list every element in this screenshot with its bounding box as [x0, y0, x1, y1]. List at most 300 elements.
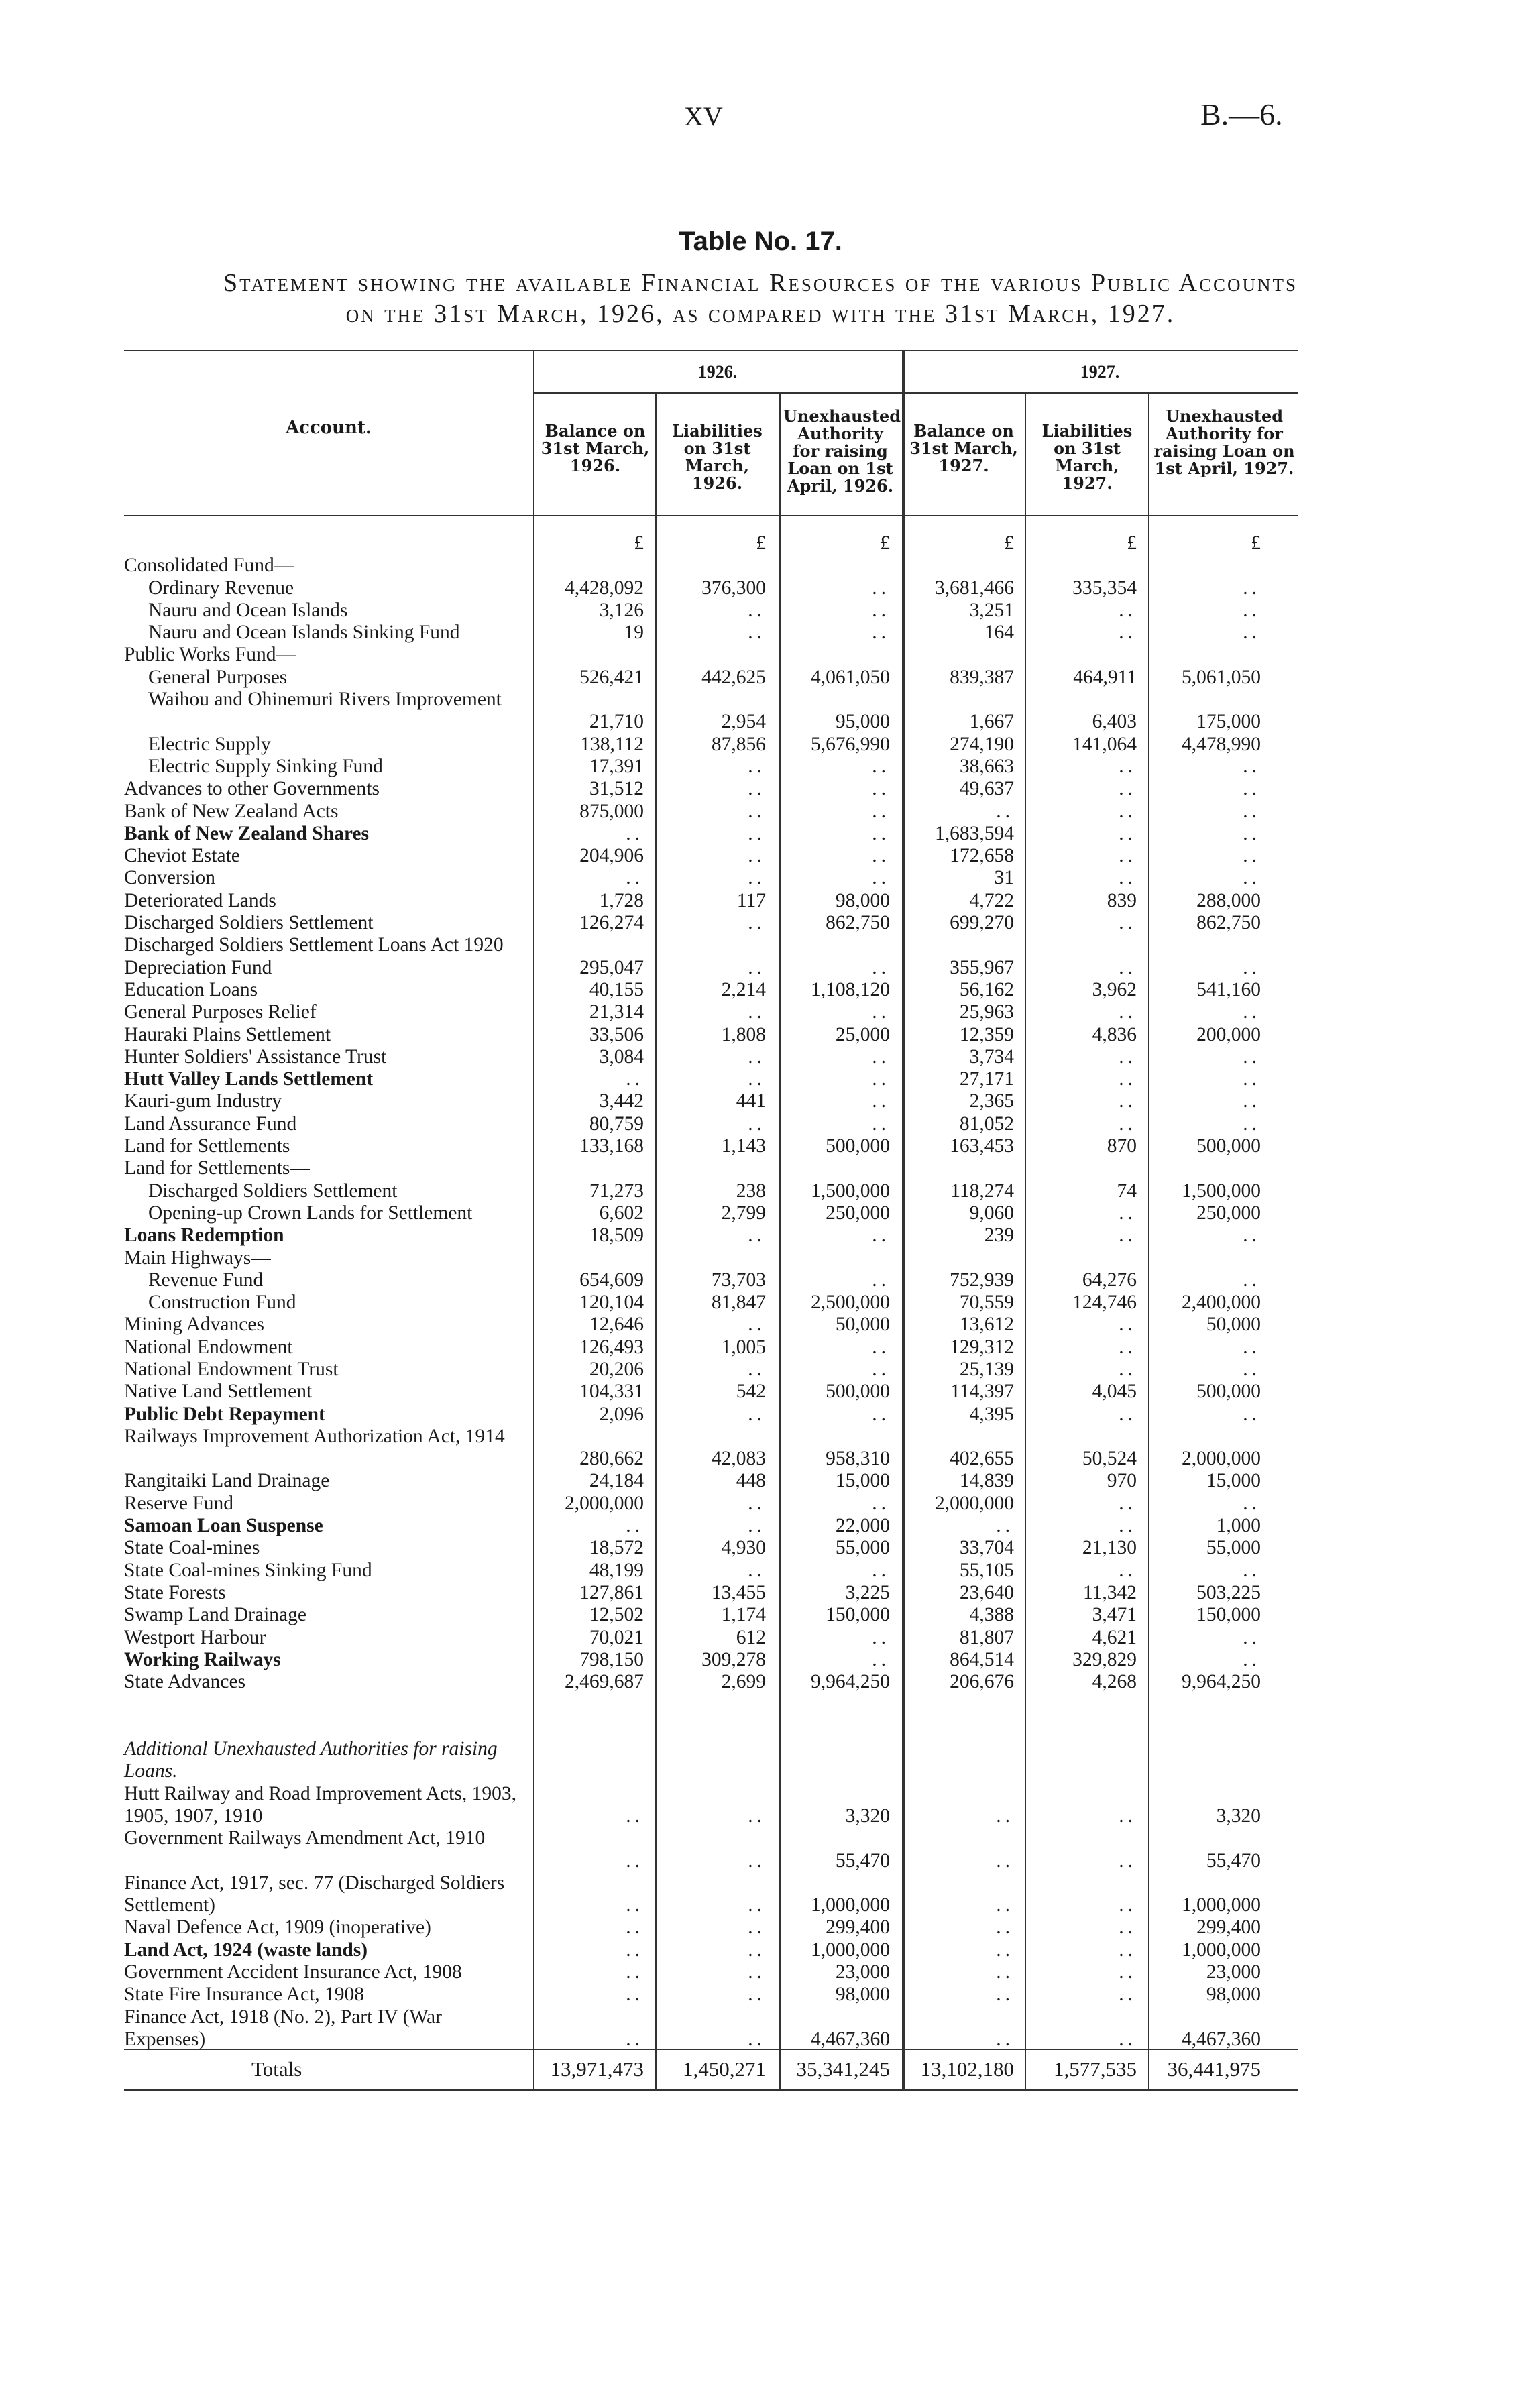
account-label: Bank of New Zealand Acts [124, 800, 339, 822]
table-cell: .. [748, 1112, 766, 1135]
table-cell: 250,000 [1196, 1202, 1261, 1224]
table-cell: .. [748, 1492, 766, 1514]
table-row [124, 1381, 1298, 1403]
table-cell: .. [626, 1804, 644, 1827]
table-cell: 862,750 [826, 912, 890, 934]
table-cell: 4,722 [969, 889, 1014, 911]
table-cell: .. [1119, 2028, 1137, 2050]
currency-symbol: £ [1251, 532, 1261, 554]
table-cell: 798,150 [579, 1648, 644, 1670]
table-row [124, 1515, 1298, 1537]
table-cell: 875,000 [579, 800, 644, 822]
table-cell: 48,199 [589, 1559, 644, 1581]
table-row [124, 2006, 1298, 2051]
account-label: Revenue Fund [148, 1269, 264, 1291]
table-cell: .. [626, 1916, 644, 1939]
account-label: Hutt Valley Lands Settlement [124, 1068, 374, 1090]
table-cell: .. [1119, 1894, 1137, 1916]
totals-row [124, 2056, 1298, 2083]
table-cell: .. [872, 1045, 890, 1068]
table-cell: .. [996, 2028, 1014, 2050]
account-label: Westport Harbour [124, 1626, 266, 1648]
table-cell: 9,060 [969, 1202, 1014, 1224]
table-cell: .. [626, 1068, 644, 1090]
account-label: Government Accident Insurance Act, 1908 [124, 1961, 462, 1983]
table-cell: .. [1119, 778, 1137, 800]
account-label: Electric Supply Sinking Fund [148, 755, 383, 777]
table-row [124, 1783, 1298, 1828]
table-cell: 74 [1117, 1180, 1137, 1202]
table-cell: 129,312 [950, 1336, 1014, 1358]
table-cell: 1,500,000 [1182, 1180, 1261, 1202]
account-label: Nauru and Ocean Islands Sinking Fund [148, 622, 460, 644]
table-cell: 206,676 [950, 1671, 1014, 1693]
account-label: Ordinary Revenue [148, 577, 294, 599]
table-cell: .. [748, 1804, 766, 1827]
table-cell: 81,807 [959, 1626, 1014, 1648]
table-cell: 3,320 [1216, 1804, 1261, 1827]
table-cell: 98,000 [1206, 1984, 1261, 2006]
table-cell: 6,403 [1092, 711, 1137, 733]
table-row [124, 1247, 1298, 1269]
page-number: XV [684, 101, 723, 131]
table-cell: 500,000 [826, 1381, 890, 1403]
table-row [124, 890, 1298, 912]
table-row [124, 644, 1298, 666]
table-cell: 4,478,990 [1182, 733, 1261, 755]
table-row [124, 555, 1298, 577]
table-cell: .. [872, 1336, 890, 1358]
table-cell: 612 [736, 1626, 766, 1648]
account-label: Railways Improvement Authorization Act, 1914 [124, 1425, 505, 1447]
account-label: National Endowment Trust [124, 1358, 339, 1380]
table-row [124, 1157, 1298, 1180]
table-cell: 1,808 [721, 1023, 766, 1045]
table-cell: 24,184 [589, 1470, 644, 1492]
totals-label: Totals [251, 2057, 302, 2081]
account-label: State Forests [124, 1581, 226, 1603]
account-label: State Coal-mines Sinking Fund [124, 1559, 372, 1581]
table-cell: .. [1119, 1492, 1137, 1514]
table-cell: 4,268 [1092, 1671, 1137, 1693]
table-cell: 17,391 [589, 755, 644, 777]
table-row [124, 1135, 1298, 1157]
table-row [124, 689, 1298, 734]
account-label: Bank of New Zealand Shares [124, 822, 369, 844]
table-cell: 4,395 [969, 1403, 1014, 1425]
account-label: Working Railways [124, 1648, 281, 1670]
account-label: Discharged Soldiers Settlement [148, 1180, 398, 1202]
table-cell: .. [1119, 867, 1137, 889]
table-cell: 50,000 [835, 1314, 890, 1336]
table-row [124, 1359, 1298, 1381]
table-cell: .. [1243, 867, 1261, 889]
table-cell: .. [748, 1403, 766, 1425]
table-cell: 448 [736, 1470, 766, 1492]
table-cell: 13,612 [959, 1314, 1014, 1336]
header-balance-1927: Balance on 31st March, 1927. [909, 421, 1018, 475]
table-cell: 31 [994, 867, 1014, 889]
account-label: General Purposes [148, 666, 288, 688]
table-cell: 133,168 [579, 1135, 644, 1157]
table-cell: 172,658 [950, 845, 1014, 867]
header-year-1927: 1927. [1080, 362, 1120, 382]
currency-symbol: £ [1127, 532, 1137, 554]
table-body [124, 532, 1298, 2051]
table-row [124, 1046, 1298, 1068]
table-cell: .. [872, 1626, 890, 1648]
table-cell: 87,856 [711, 733, 766, 755]
table-cell: .. [996, 1849, 1014, 1872]
table-cell: 11,342 [1082, 1581, 1137, 1603]
table-cell: 138,112 [580, 733, 644, 755]
table-bottom-rule [124, 2089, 1298, 2091]
table-cell: 13,455 [711, 1581, 766, 1603]
table-cell: .. [1119, 1515, 1137, 1537]
account-label: Discharged Soldiers Settlement [124, 912, 374, 934]
table-cell: .. [872, 622, 890, 644]
table-cell: .. [872, 599, 890, 621]
table-cell: 500,000 [1196, 1135, 1261, 1157]
table-cell: 2,000,000 [565, 1492, 644, 1514]
table-row [124, 622, 1298, 644]
table-cell: 4,428,092 [565, 577, 644, 599]
table-cell: 2,500,000 [811, 1292, 890, 1314]
table-cell: 31,512 [589, 778, 644, 800]
table-cell: 699,270 [950, 912, 1014, 934]
table-cell: .. [1243, 1559, 1261, 1581]
table-cell: .. [1243, 622, 1261, 644]
table-cell: 1,683,594 [935, 822, 1014, 844]
table-cell: .. [748, 800, 766, 822]
table-cell: .. [1243, 1090, 1261, 1112]
table-cell: .. [626, 1961, 644, 1983]
table-cell: 19 [624, 622, 644, 644]
table-cell: .. [872, 1090, 890, 1112]
account-label: Opening-up Crown Lands for Settlement [148, 1202, 473, 1224]
year-header-rule [533, 392, 1298, 394]
table-cell: 81,052 [959, 1112, 1014, 1135]
table-cell: .. [872, 867, 890, 889]
table-cell: 25,000 [835, 1023, 890, 1045]
table-cell: .. [1119, 599, 1137, 621]
table-row [124, 1560, 1298, 1582]
table-cell: 127,861 [579, 1581, 644, 1603]
table-cell: .. [1119, 1984, 1137, 2006]
table-cell: .. [872, 1358, 890, 1380]
table-cell: 55,000 [835, 1537, 890, 1559]
table-cell: 1,000,000 [1182, 1894, 1261, 1916]
table-cell: 1,000,000 [811, 1939, 890, 1961]
table-cell: .. [748, 1961, 766, 1983]
totals-value: 1,577,535 [1054, 2057, 1137, 2081]
account-label: Main Highways— [124, 1247, 271, 1269]
account-label: National Endowment [124, 1336, 293, 1358]
table-cell: 73,703 [711, 1269, 766, 1291]
table-cell: 9,964,250 [811, 1671, 890, 1693]
table-cell: 4,836 [1092, 1023, 1137, 1045]
table-cell: .. [1243, 1626, 1261, 1648]
table-cell: 752,939 [950, 1269, 1014, 1291]
table-row [124, 1939, 1298, 1961]
table-row [124, 1961, 1298, 1984]
account-label: Hunter Soldiers' Assistance Trust [124, 1045, 387, 1068]
table-cell: 114,397 [950, 1381, 1014, 1403]
table-cell: .. [1243, 1068, 1261, 1090]
table-cell: .. [748, 2028, 766, 2050]
table-cell: .. [1243, 599, 1261, 621]
table-cell: 238 [736, 1180, 766, 1202]
table-cell: 12,359 [959, 1023, 1014, 1045]
table-cell: 3,320 [845, 1804, 890, 1827]
table-subtitle-line-1: Statement showing the available Financial Resources of the various Public Accounts [223, 269, 1298, 297]
table-cell: 95,000 [835, 711, 890, 733]
table-cell: .. [1243, 577, 1261, 599]
table-row [124, 1224, 1298, 1247]
account-label: Government Railways Amendment Act, 1910 [124, 1827, 486, 1849]
table-cell: .. [872, 778, 890, 800]
table-cell: 18,572 [589, 1537, 644, 1559]
table-cell: .. [748, 599, 766, 621]
table-cell: 71,273 [589, 1180, 644, 1202]
table-cell: .. [1243, 1358, 1261, 1380]
table-cell: 49,637 [959, 778, 1014, 800]
table-cell: 280,662 [579, 1448, 644, 1470]
currency-symbol: £ [1004, 532, 1014, 554]
account-label: State Fire Insurance Act, 1908 [124, 1984, 365, 2006]
account-label: Nauru and Ocean Islands [148, 599, 348, 621]
table-row [124, 1984, 1298, 2006]
table-cell: .. [748, 867, 766, 889]
table-cell: .. [626, 1894, 644, 1916]
table-cell: 839 [1107, 889, 1137, 911]
table-cell: 239 [984, 1224, 1014, 1247]
table-cell: .. [1119, 1314, 1137, 1336]
table-cell: 18,509 [589, 1224, 644, 1247]
table-cell: .. [872, 1559, 890, 1581]
table-cell: 250,000 [826, 1202, 890, 1224]
table-row [124, 1827, 1298, 1872]
table-cell: .. [1243, 1336, 1261, 1358]
table-cell: .. [1119, 912, 1137, 934]
header-account: Account. [285, 418, 372, 438]
table-cell: 50,524 [1082, 1448, 1137, 1470]
table-cell: .. [626, 1515, 644, 1537]
table-row [124, 1493, 1298, 1515]
table-row [124, 1024, 1298, 1046]
table-cell: 64,276 [1082, 1269, 1137, 1291]
table-cell: .. [1119, 1559, 1137, 1581]
table-row [124, 1068, 1298, 1090]
table-cell: 5,061,050 [1182, 666, 1261, 688]
table-cell: .. [872, 1492, 890, 1514]
table-cell: 23,640 [959, 1581, 1014, 1603]
table-cell: 120,104 [579, 1292, 644, 1314]
table-row [124, 845, 1298, 867]
table-title: Table No. 17. [679, 227, 842, 256]
table-cell: 1,500,000 [811, 1180, 890, 1202]
table-cell: .. [748, 822, 766, 844]
table-cell: 2,954 [721, 711, 766, 733]
table-cell: .. [996, 1984, 1014, 2006]
table-row [124, 934, 1298, 979]
table-row [124, 823, 1298, 845]
table-cell: 1,000,000 [1182, 1939, 1261, 1961]
table-cell: 14,839 [959, 1470, 1014, 1492]
table-cell: 118,274 [950, 1180, 1014, 1202]
table-cell: 1,108,120 [811, 978, 890, 1000]
table-row [124, 867, 1298, 889]
table-cell: .. [1119, 1849, 1137, 1872]
account-label: General Purposes Relief [124, 1001, 317, 1023]
table-cell: .. [748, 778, 766, 800]
table-cell: .. [996, 1939, 1014, 1961]
table-cell: .. [1243, 800, 1261, 822]
table-cell: 376,300 [701, 577, 766, 599]
table-cell: 12,502 [589, 1604, 644, 1626]
table-cell: .. [872, 577, 890, 599]
table-cell: 500,000 [1196, 1381, 1261, 1403]
totals-value: 1,450,271 [683, 2057, 766, 2081]
table-cell: 654,609 [579, 1269, 644, 1291]
header-year-1926: 1926. [697, 362, 738, 382]
table-cell: .. [1119, 1358, 1137, 1380]
currency-row [124, 532, 1298, 555]
table-cell: 402,655 [950, 1448, 1014, 1470]
table-cell: 1,143 [721, 1135, 766, 1157]
table-cell: 124,746 [1072, 1292, 1137, 1314]
account-label: Education Loans [124, 978, 258, 1000]
table-cell: 1,667 [969, 711, 1014, 733]
table-cell: 15,000 [835, 1470, 890, 1492]
table-row [124, 1314, 1298, 1336]
table-cell: .. [872, 1403, 890, 1425]
table-cell: 98,000 [835, 889, 890, 911]
table-cell: 2,365 [969, 1090, 1014, 1112]
account-label: Cheviot Estate [124, 845, 240, 867]
table-row [124, 756, 1298, 778]
table-cell: .. [872, 822, 890, 844]
account-label: Additional Unexhausted Authorities for raising Loans. [124, 1738, 498, 1782]
account-label: Advances to other Governments [124, 778, 380, 800]
table-cell: .. [748, 1358, 766, 1380]
table-cell: 3,225 [845, 1581, 890, 1603]
account-label: Public Works Fund— [124, 644, 296, 666]
table-cell: .. [748, 1916, 766, 1939]
table-cell: 1,174 [721, 1604, 766, 1626]
table-cell: 117 [736, 889, 766, 911]
account-label: Land for Settlements— [124, 1157, 310, 1180]
table-cell: .. [1243, 1492, 1261, 1514]
table-cell: 141,064 [1072, 733, 1137, 755]
table-cell: 970 [1107, 1470, 1137, 1492]
account-label: Construction Fund [148, 1292, 296, 1314]
table-cell: 42,083 [711, 1448, 766, 1470]
totals-value: 36,441,975 [1167, 2057, 1261, 2081]
table-row [124, 667, 1298, 689]
table-cell: .. [748, 1939, 766, 1961]
table-cell: 3,734 [969, 1045, 1014, 1068]
table-cell: .. [1243, 1224, 1261, 1247]
table-cell: 33,704 [959, 1537, 1014, 1559]
table-cell: .. [626, 1849, 644, 1872]
table-row [124, 1627, 1298, 1649]
table-cell: 4,061,050 [811, 666, 890, 688]
table-cell: .. [626, 2028, 644, 2050]
table-cell: .. [996, 1961, 1014, 1983]
table-cell: 55,000 [1206, 1537, 1261, 1559]
table-cell: 4,045 [1092, 1381, 1137, 1403]
table-cell: 21,710 [589, 711, 644, 733]
table-cell: .. [872, 1001, 890, 1023]
table-cell: 164 [984, 622, 1014, 644]
table-cell: 80,759 [589, 1112, 644, 1135]
table-cell: 288,000 [1196, 889, 1261, 911]
header-unexhausted-1927: Unexhausted Authority for raising Loan on 1st April, 1927. [1153, 406, 1295, 478]
table-cell: .. [1119, 622, 1137, 644]
table-row [124, 1202, 1298, 1224]
table-cell: .. [1119, 845, 1137, 867]
table-cell: 526,421 [579, 666, 644, 688]
table-cell: 309,278 [701, 1648, 766, 1670]
table-row [124, 734, 1298, 756]
table-cell: 200,000 [1196, 1023, 1261, 1045]
table-cell: 15,000 [1206, 1470, 1261, 1492]
table-row [124, 1292, 1298, 1314]
table-row [124, 1001, 1298, 1023]
table-cell: .. [1119, 1804, 1137, 1827]
table-cell: .. [1243, 1269, 1261, 1291]
table-cell: .. [1243, 1045, 1261, 1068]
table-cell: .. [748, 755, 766, 777]
table-cell: 55,470 [1206, 1849, 1261, 1872]
table-cell: .. [748, 1001, 766, 1023]
table-row [124, 979, 1298, 1001]
table-row [124, 801, 1298, 823]
table-cell: 541,160 [1196, 978, 1261, 1000]
table-cell: 21,130 [1082, 1537, 1137, 1559]
account-label: Discharged Soldiers Settlement Loans Act 1920 Depreciation Fund [124, 934, 504, 978]
table-cell: 21,314 [589, 1001, 644, 1023]
table-cell: 22,000 [835, 1515, 890, 1537]
table-cell: 442,625 [701, 666, 766, 688]
table-cell: 204,906 [579, 845, 644, 867]
table-row [124, 1916, 1298, 1939]
table-cell: 40,155 [589, 978, 644, 1000]
table-row [124, 1426, 1298, 1471]
totals-value: 35,341,245 [796, 2057, 890, 2081]
table-cell: 56,162 [959, 978, 1014, 1000]
table-cell: .. [1119, 1336, 1137, 1358]
currency-symbol: £ [634, 532, 644, 554]
table-cell: .. [1119, 1068, 1137, 1090]
table-cell: 2,799 [721, 1202, 766, 1224]
table-cell: 4,467,360 [811, 2028, 890, 2050]
table-row [124, 912, 1298, 934]
table-cell: 870 [1107, 1135, 1137, 1157]
table-row [124, 778, 1298, 800]
table-cell: .. [1243, 845, 1261, 867]
account-label: Conversion [124, 867, 216, 889]
table-cell: 98,000 [835, 1984, 890, 2006]
table-cell: 2,469,687 [565, 1671, 644, 1693]
table-cell: 335,354 [1072, 577, 1137, 599]
totals-value: 13,971,473 [550, 2057, 644, 2081]
table-cell: 4,388 [969, 1604, 1014, 1626]
table-cell: .. [748, 1559, 766, 1581]
table-cell: .. [1119, 1202, 1137, 1224]
table-cell: .. [996, 1515, 1014, 1537]
